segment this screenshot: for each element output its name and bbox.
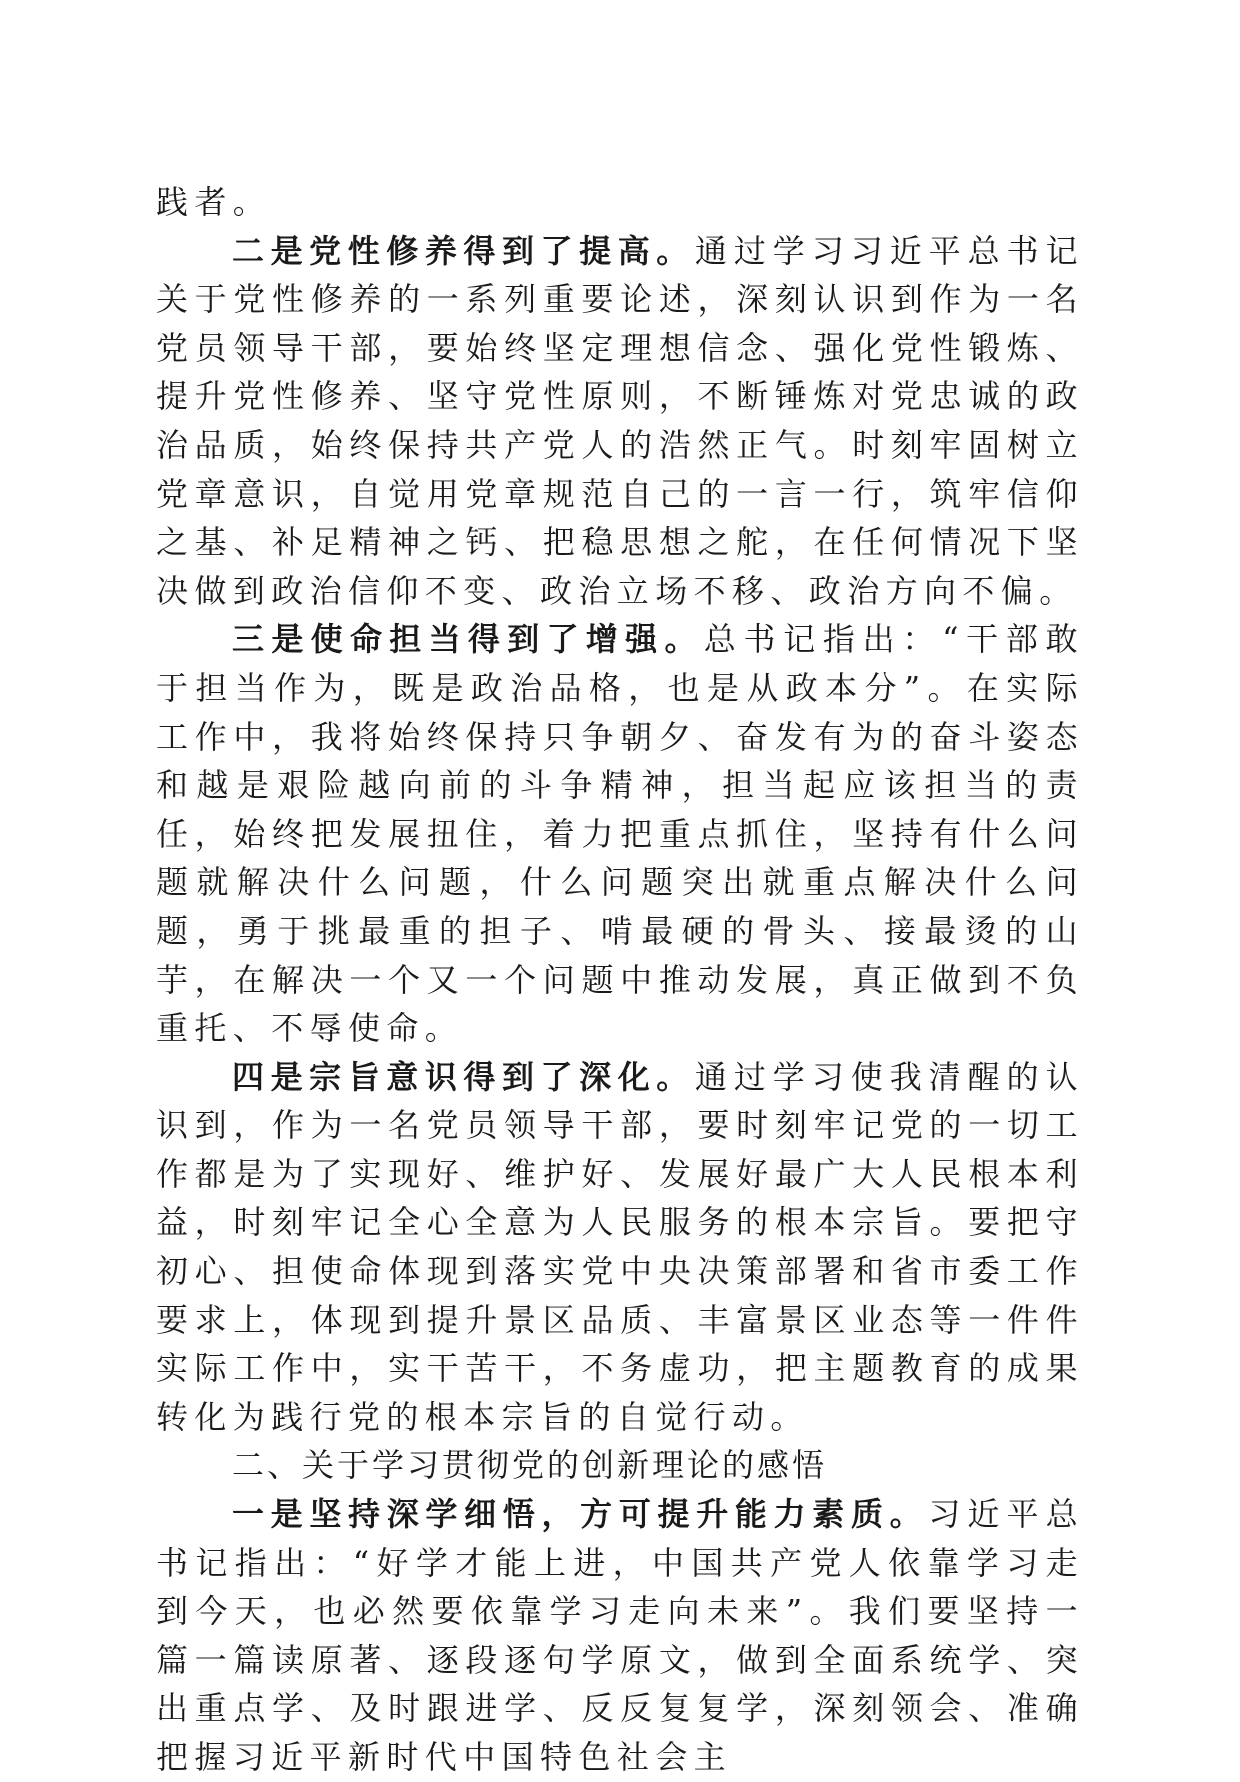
paragraph-text: 总书记指出：“干部敢于担当作为，既是政治品格，也是从政本分”。在实际工作中，我将始终保持只争朝夕、奋发有为的奋斗姿态和越是艰险越向前的斗争精神，担当起应该担当的责任，始终把发展扭住，着力把重点抓住，坚持有什么问题就解决什么问题，什么问题突出就重点解决什么问题，勇于挑最重的担子、啃最硬的骨头、接最烫的山芋，在解决一个又一个问题中推动发展，真正做到不负重托、不辱使命。 <box>156 620 1084 1048</box>
paragraph-mission <box>156 615 1084 1052</box>
paragraph-party-spirit <box>156 227 1084 616</box>
paragraph-text: 践者。 <box>156 183 272 221</box>
paragraph-deep-study <box>156 1490 1084 1782</box>
paragraph-text: 通过学习习近平总书记关于党性修养的一系列重要论述，深刻认识到作为一名党员领导干部，要始终坚定理想信念、强化党性锻炼、提升党性修养、坚守党性原则，不断锤炼对党忠诚的政治品质，始终保持共产党人的浩然正气。时刻牢固树立党章意识，自觉用党章规范自己的一言一行，筑牢信仰之基、补足精神之钙、把稳思想之舵，在任何情况下坚决做到政治信仰不变、政治立场不移、政治方向不偏。 <box>156 231 1084 610</box>
paragraph-text: 通过学习使我清醒的认识到，作为一名党员领导干部，要时刻牢记党的一切工作都是为了实现好、维护好、发展好最广大人民根本利益，时刻牢记全心全意为人民服务的根本宗旨。要把守初心、担使命体现到落实党中央决策部署和省市委工作要求上，体现到提升景区品质、丰富景区业态等一件件实际工作中，实干苦干，不务虚功，把主题教育的成果转化为践行党的根本宗旨的自觉行动。 <box>156 1057 1084 1436</box>
paragraph-text: 习近平总书记指出：“好学才能上进，中国共产党人依靠学习走到今天，也必然要依靠学习走向未来”。我们要坚持一篇一篇读原著、逐段逐句学原文，做到全面系统学、突出重点学、及时跟进学、反反复复学，深刻领会、准确把握习近平新时代中国特色社会主 <box>156 1495 1084 1776</box>
paragraph-lead: 四是宗旨意识得到了深化。 <box>232 1057 695 1096</box>
paragraph-purpose <box>156 1053 1084 1442</box>
document-body <box>156 178 1084 1782</box>
section-heading <box>156 1441 1084 1490</box>
section-heading-text: 二、关于学习贯彻党的创新理论的感悟 <box>232 1446 828 1485</box>
paragraph-continuation <box>156 178 1084 227</box>
paragraph-lead: 二是党性修养得到了提高。 <box>232 231 695 270</box>
paragraph-lead: 一是坚持深学细悟，方可提升能力素质。 <box>232 1495 929 1534</box>
paragraph-lead: 三是使命担当得到了增强。 <box>232 620 704 659</box>
